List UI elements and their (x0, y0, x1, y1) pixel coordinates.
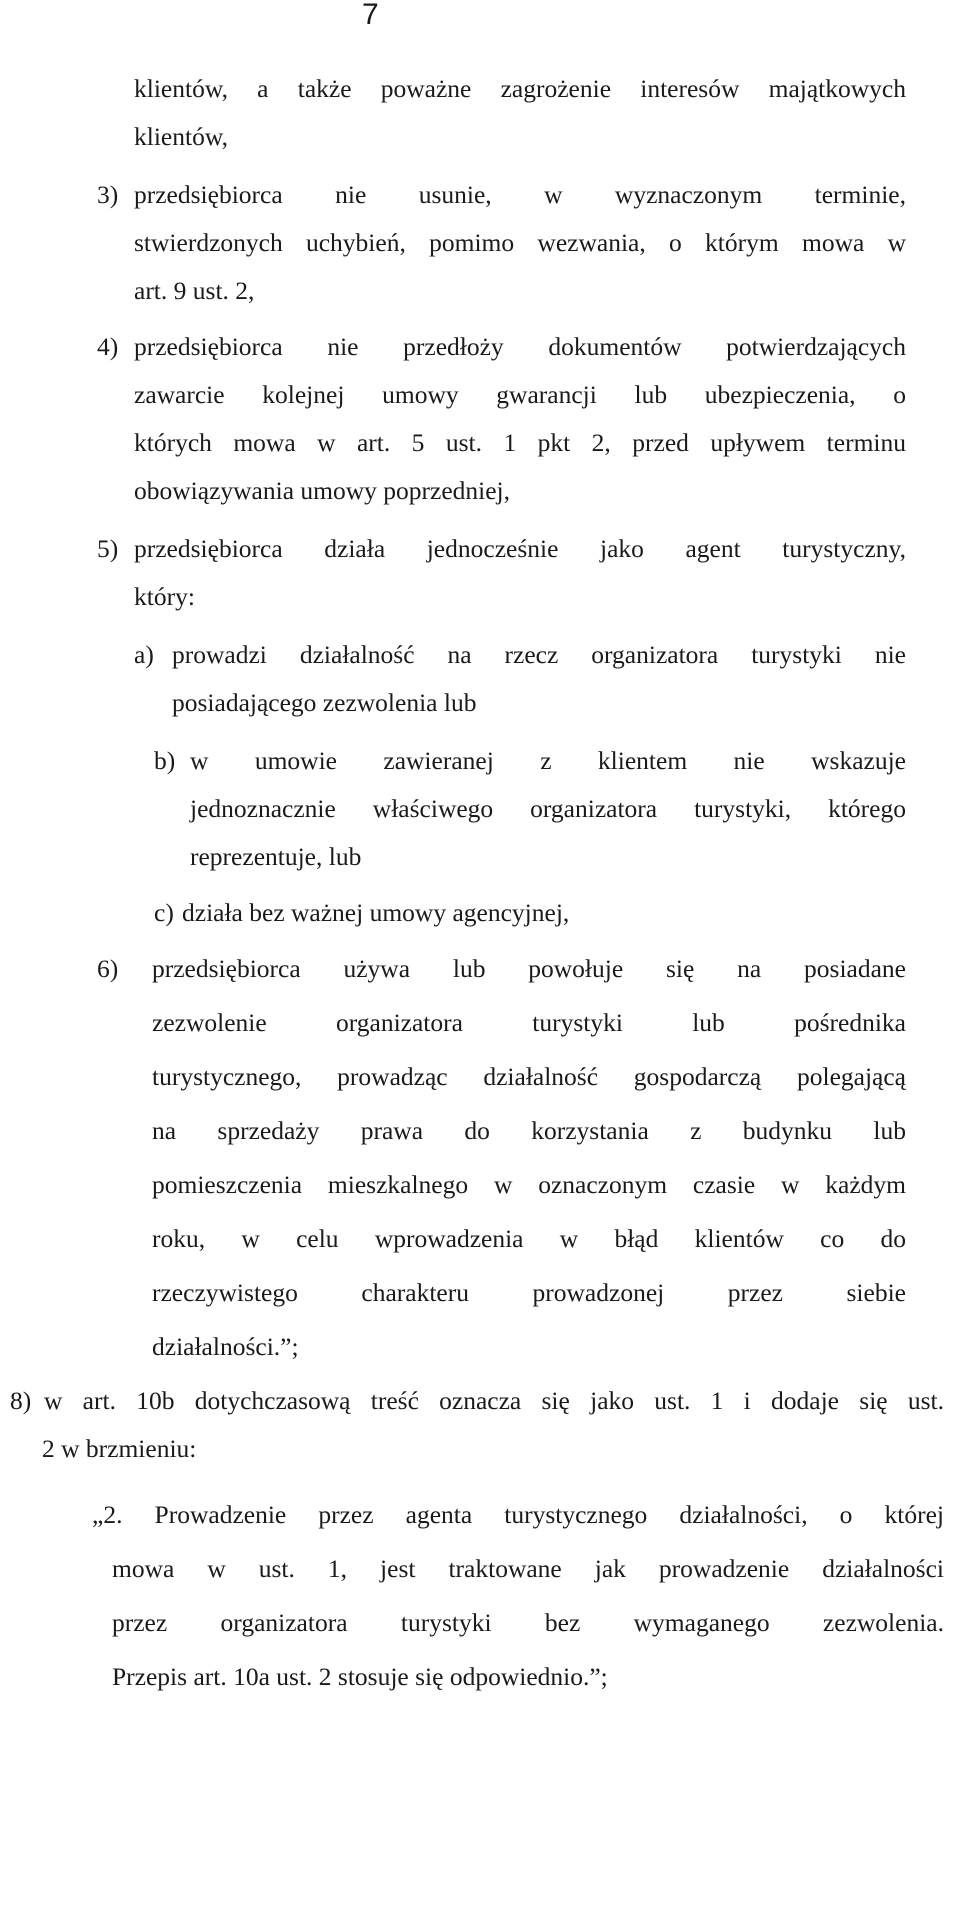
item-5b-line-3: reprezentuje, lub (190, 842, 362, 871)
item-5c-label: c) (154, 898, 174, 927)
item-8-line-2: 2 w brzmieniu: (42, 1434, 197, 1463)
item-5a-line-1: prowadzi działalność na rzecz organizatora turystyki nie (172, 640, 906, 669)
item-6-line-1: przedsiębiorca używa lub powołuje się na posiadane (152, 954, 906, 983)
item-6-line-2: zezwolenie organizatora turystyki lub pośrednika (152, 1008, 906, 1037)
item-3-line-2: stwierdzonych uchybień, pomimo wezwania, o którym mowa w (134, 228, 906, 257)
item-5-label: 5) (97, 534, 119, 563)
page-number: 7 (362, 0, 379, 31)
intro-line-2: klientów, (134, 122, 228, 151)
item-4-label: 4) (97, 332, 119, 361)
item-5c-line-1: działa bez ważnej umowy agencyjnej, (182, 898, 570, 927)
item-3-line-1: przedsiębiorca nie usunie, w wyznaczonym terminie, (134, 180, 906, 209)
intro-line-1: klientów, a także poważne zagrożenie interesów majątkowych (134, 74, 906, 103)
item-3-line-3: art. 9 ust. 2, (134, 276, 255, 305)
item-5a-label: a) (134, 640, 154, 669)
item-6-line-6: roku, w celu wprowadzenia w błąd klientów co do (152, 1224, 906, 1253)
item-6-line-5: pomieszczenia mieszkalnego w oznaczonym czasie w każdym (152, 1170, 906, 1199)
item-5a-line-2: posiadającego zezwolenia lub (172, 688, 477, 717)
item-5-line-2: który: (134, 582, 195, 611)
item-5b-line-2: jednoznacznie właściwego organizatora turystyki, którego (190, 794, 906, 823)
item-4-line-2: zawarcie kolejnej umowy gwarancji lub ubezpieczenia, o (134, 380, 906, 409)
item-5-line-1: przedsiębiorca działa jednocześnie jako agent turystyczny, (134, 534, 906, 563)
item-8-line-1: w art. 10b dotychczasową treść oznacza się jako ust. 1 i dodaje się ust. (44, 1386, 944, 1415)
item-3-label: 3) (97, 180, 119, 209)
item-6-line-8: działalności.”; (152, 1332, 299, 1361)
item-5b-line-1: w umowie zawieranej z klientem nie wskazuje (190, 746, 906, 775)
item-4-line-1: przedsiębiorca nie przedłoży dokumentów potwierdzających (134, 332, 906, 361)
quote-line-2: mowa w ust. 1, jest traktowane jak prowadzenie działalności (112, 1554, 944, 1583)
item-5b-label: b) (154, 746, 176, 775)
quote-line-3: przez organizatora turystyki bez wymaganego zezwolenia. (112, 1608, 944, 1637)
item-6-line-7: rzeczywistego charakteru prowadzonej przez siebie (152, 1278, 906, 1307)
quote-line-4: Przepis art. 10a ust. 2 stosuje się odpowiednio.”; (112, 1662, 608, 1691)
item-6-line-4: na sprzedaży prawa do korzystania z budynku lub (152, 1116, 906, 1145)
item-4-line-4: obowiązywania umowy poprzedniej, (134, 476, 511, 505)
item-8-label: 8) (10, 1386, 32, 1415)
item-4-line-3: których mowa w art. 5 ust. 1 pkt 2, przed upływem terminu (134, 428, 906, 457)
item-6-label: 6) (97, 954, 119, 983)
item-6-line-3: turystycznego, prowadząc działalność gospodarczą polegającą (152, 1062, 906, 1091)
quote-line-1: „2. Prowadzenie przez agenta turystycznego działalności, o której (92, 1500, 944, 1529)
